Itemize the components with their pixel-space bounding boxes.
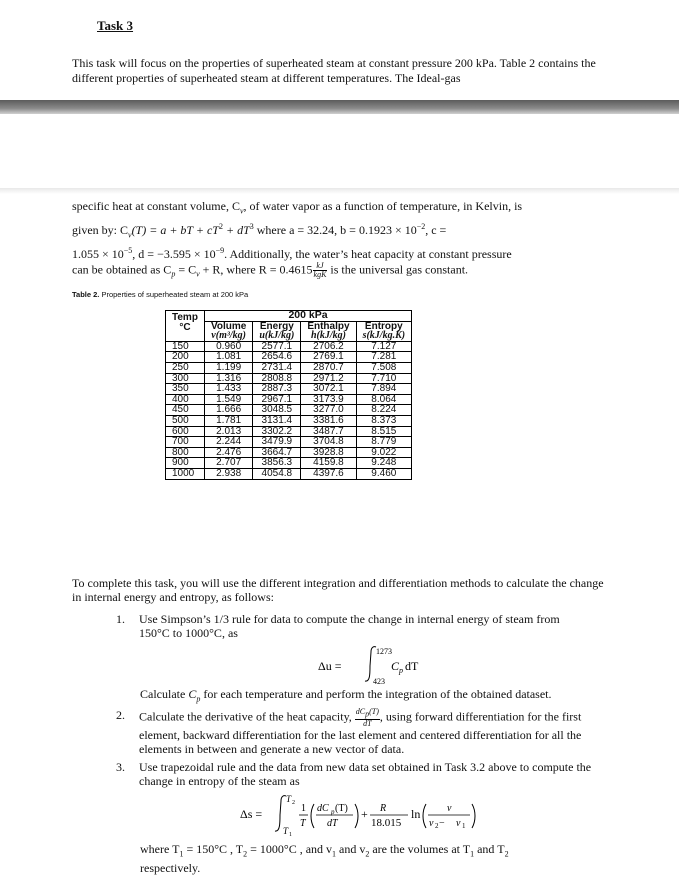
table-cell: 1.781 [204,415,252,426]
svg-text:2: 2 [435,822,439,830]
intro-paragraph: This task will focus on the properties of superheated steam at constant pressure 200 kPa. Table 2 contains the different properties of superheated steam at different temperatures. The Ideal-gas [72,56,596,85]
table-cell: 2731.4 [253,362,301,373]
svg-text:v: v [447,803,452,814]
svg-text:−: − [439,818,445,829]
eq1-dT: dT [405,659,419,673]
table-cell: 8.779 [356,437,412,448]
table-cell: 400 [166,394,205,405]
table-cell: 3487.7 [301,426,356,437]
table-cell: 4397.6 [301,468,356,479]
svg-text:T: T [286,794,292,804]
table-cell: 3302.2 [253,426,301,437]
table-cell: 2967.1 [253,394,301,405]
table-cell: 8.515 [356,426,412,437]
table-cell: 2971.2 [301,373,356,384]
table-row [166,426,412,437]
table-body [166,341,412,479]
table-cell: 2870.7 [301,362,356,373]
table-cell: 7.894 [356,384,412,395]
svg-text:18.015: 18.015 [371,817,402,829]
derivative-fraction: $\frac{dC_p(T)}{dT}$ [355,707,379,728]
table-row [166,341,412,352]
table-cell: 8.224 [356,405,412,416]
table-cell: 2.938 [204,468,252,479]
table-cell: 1.666 [204,405,252,416]
page-break-band [0,100,679,194]
energy-header: Energy u(kJ/kg) [253,321,301,341]
table-cell: 3928.8 [301,447,356,458]
table-cell: 3664.7 [253,447,301,458]
task-intro-paragraph: To complete this task, you will use the different integration and differentiation methods to calculate the change in internal energy and entropy, as follows: [72,576,604,604]
table-cell: 800 [166,447,205,458]
table-caption: Table 2. Properties of superheated steam at 200 kPa [72,290,249,299]
table-cell: 9.248 [356,458,412,469]
table-row [166,362,412,373]
svg-text:T: T [283,826,289,836]
table-cell: 2.707 [204,458,252,469]
table-cell: 450 [166,405,205,416]
table-cell: 8.064 [356,394,412,405]
table-row [166,384,412,395]
eq2-lhs: Δs = [240,807,263,821]
page-break-fade [0,188,679,194]
table-cell: 1.433 [204,384,252,395]
table-cell: 300 [166,373,205,384]
entropy-header: Entropy s(kJ/kg.K) [356,321,412,341]
task-item-2: 2. Calculate the derivative of the heat capacity, $\frac{dC_p(T)}{dT}$ , using forward differentiation for the first element, backward differentiation for the last element and centered differentiation for all the elements in between and generate a new vector of data. [116,707,582,756]
table-cell: 2577.1 [253,341,301,352]
para2-line-4: can be obtained as $C_p = C_v + R$, where R = 0.4615 $\frac{kJ}{\text{kgK}}$ is the universal gas constant. [72,261,469,280]
page-title: Task 3 [97,18,134,33]
eq1-lhs: Δu = [318,659,342,673]
table-cell: 3072.1 [301,384,356,395]
table-cell: 2654.6 [253,352,301,363]
enthalpy-header: Enthalpy h(kJ/kg) [301,321,356,341]
kj-per-kgk-fraction: $\frac{kJ}{\text{kgK}}$ [313,261,327,280]
table-cell: 3131.4 [253,415,301,426]
eq1-sub: p [399,666,403,675]
task-item-1: 1. Use Simpson’s 1/3 rule for data to compute the change in internal energy of steam from 150°C to 1000°C, as [116,612,560,640]
svg-text:1: 1 [301,803,306,814]
table-cell: 2.244 [204,437,252,448]
table-cell: 3048.5 [253,405,301,416]
final-note: where $T_1 = 150^\circ C$ , $T_2 = 1000^\circ C$ , and $v_1$ and $v_2$ are the volumes at $T_1$ and $T_2$ respectively. [140,842,509,876]
table-row [166,468,412,479]
table-cell: 700 [166,437,205,448]
table-cell: 3173.9 [301,394,356,405]
table-cell: 250 [166,362,205,373]
table-cell: 350 [166,384,205,395]
page-break-shadow [0,100,679,114]
table-cell: 2.013 [204,426,252,437]
table-cell: 1.199 [204,362,252,373]
table-cell: 2706.2 [301,341,356,352]
table-cell: 3479.9 [253,437,301,448]
specific-heat-paragraph [72,199,612,282]
svg-text:R: R [380,803,387,814]
svg-text:dT: dT [327,818,338,829]
table-cell: 4159.8 [301,458,356,469]
table-row [166,437,412,448]
table-cell: 900 [166,458,205,469]
table-cell: 3381.6 [301,415,356,426]
eq1-lower-limit: 423 [373,677,385,686]
internal-energy-equation [318,644,448,688]
pressure-group-header: 200 kPa [204,311,411,322]
eq1-upper-limit: 1273 [376,647,392,656]
svg-text:ln: ln [411,807,421,821]
table-cell: 2.476 [204,447,252,458]
table-cell: 3856.3 [253,458,301,469]
steam-properties-table [165,310,412,480]
para2-line-3: $1.055 \times 10^{-5}$, $d = -3.595 \times 10^{-9}$. Additionally, the water’s heat capacity at constant pressure [72,245,512,261]
svg-text:1: 1 [289,832,292,837]
eq1-integrand: C [391,659,400,673]
table-cell: 2887.3 [253,384,301,395]
table-cell: 2769.1 [301,352,356,363]
table-row [166,447,412,458]
table-cell: 150 [166,341,205,352]
eq1-integral-sign [365,647,376,681]
table-cell: 9.460 [356,468,412,479]
entropy-equation [240,791,540,837]
task-item-3: 3. Use trapezoidal rule and the data from new data set obtained in Task 3.2 above to compute the change in entropy of the steam as [116,759,592,788]
task1-tail-line: Calculate $C_p$ for each temperature and perform the integration of the obtained dataset. [140,687,552,704]
table-row [166,394,412,405]
svg-text:1: 1 [462,822,466,830]
table-row [166,405,412,416]
svg-text:2: 2 [292,800,295,806]
table-row [166,373,412,384]
table-cell: 600 [166,426,205,437]
table-row [166,458,412,469]
table-cell: 2808.8 [253,373,301,384]
table-cell: 3704.8 [301,437,356,448]
table-cell: 7.281 [356,352,412,363]
table-row [166,352,412,363]
table-cell: 9.022 [356,447,412,458]
svg-text:v: v [429,818,434,829]
svg-text:T: T [300,818,306,829]
svg-text:dC: dC [317,803,329,814]
table-cell: 7.710 [356,373,412,384]
table-cell: 7.508 [356,362,412,373]
table-cell: 8.373 [356,415,412,426]
table-cell: 0.960 [204,341,252,352]
table-cell: 1.316 [204,373,252,384]
para2-line-1: specific heat at constant volume, $C_v$, of water vapor as a function of temperature, in Kelvin, is [72,199,523,216]
table-row [166,415,412,426]
table-cell: 4054.8 [253,468,301,479]
svg-text:v: v [456,818,461,829]
temp-header: Temp °C [166,311,205,342]
svg-text:p: p [331,808,335,816]
table-cell: 500 [166,415,205,426]
table-cell: 7.127 [356,341,412,352]
svg-text:(T): (T) [335,803,348,814]
volume-header: Volume v(m³/kg) [204,321,252,341]
table-cell: 200 [166,352,205,363]
svg-text:+: + [361,807,368,821]
table-cell: 3277.0 [301,405,356,416]
table-cell: 1000 [166,468,205,479]
table-cell: 1.081 [204,352,252,363]
para2-line-2: given by: $C_v(T) = a$ + bT + $cT^2 + dT^3$ where a = 32.24, $b = 0.1923 \times 10^{-2}$, c = [72,221,447,240]
table-cell: 1.549 [204,394,252,405]
table-header-row-1 [166,311,412,322]
